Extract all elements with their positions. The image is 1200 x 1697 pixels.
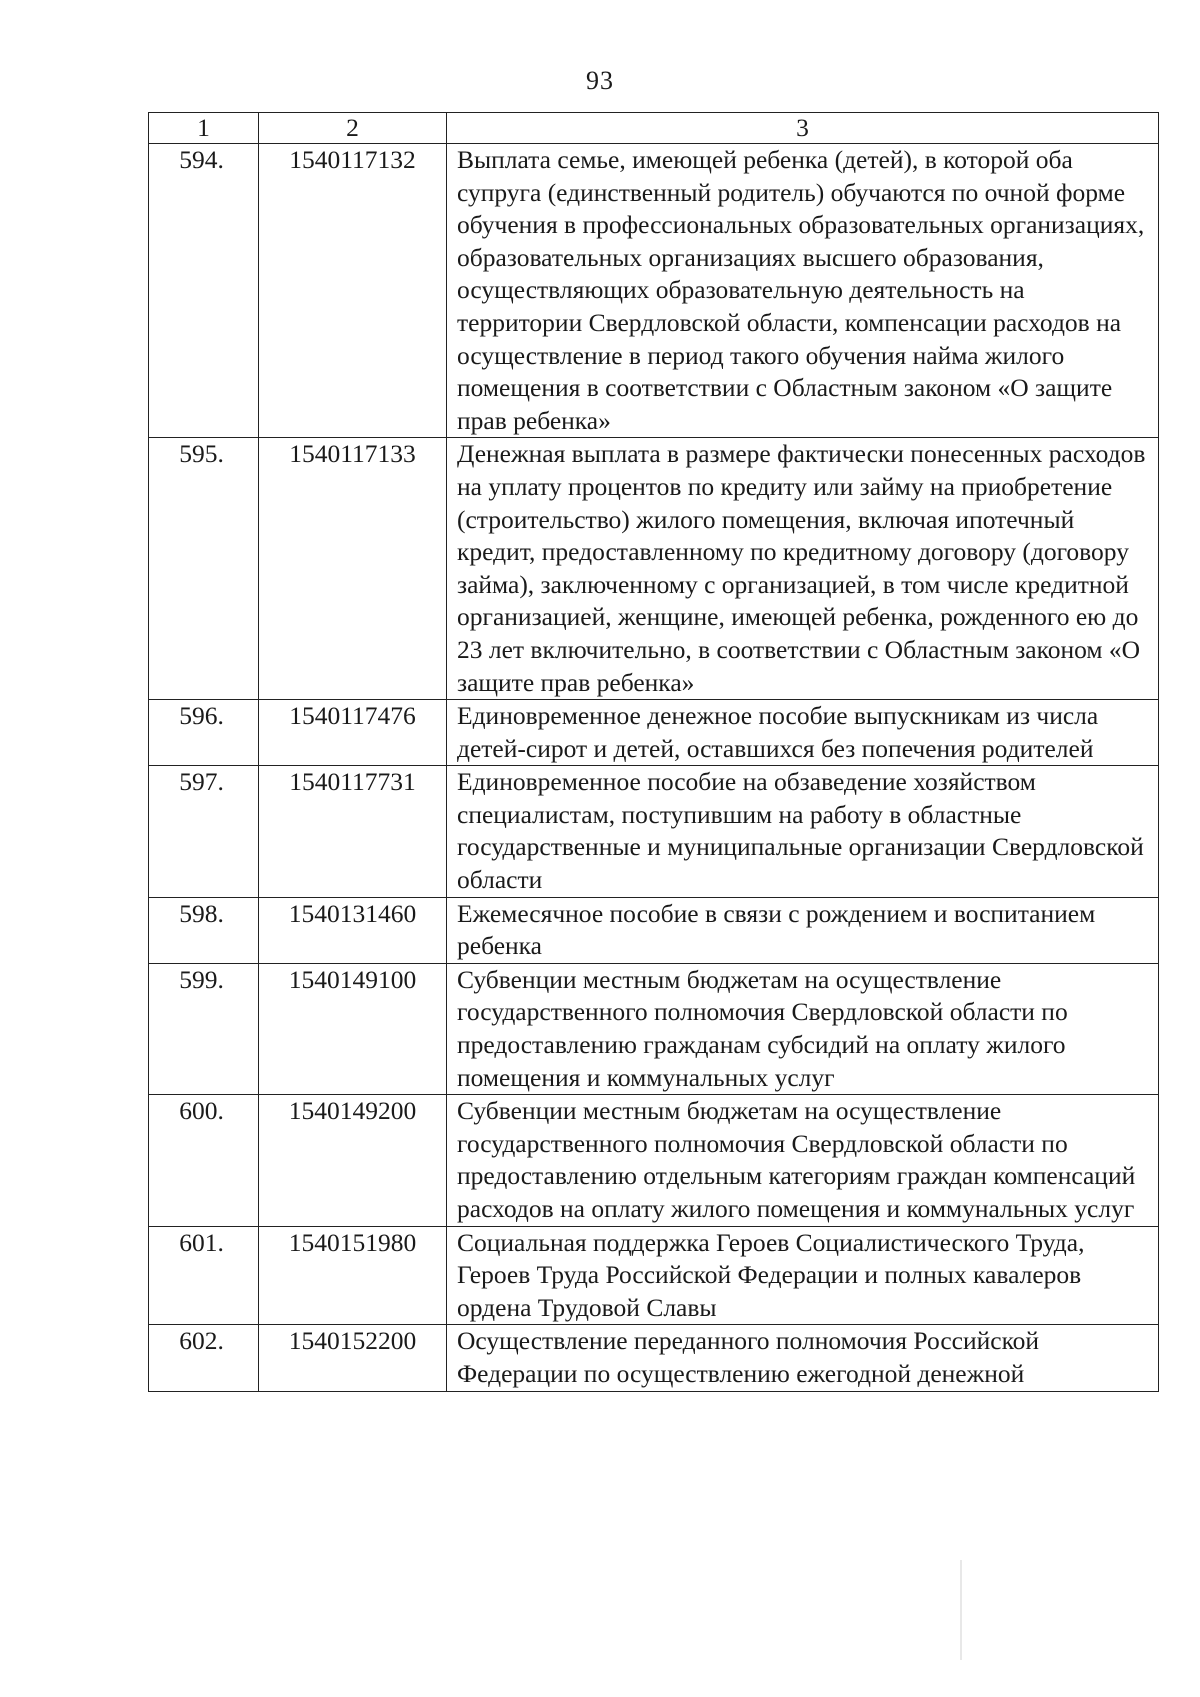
row-code: 1540117476 xyxy=(259,700,447,766)
row-code: 1540131460 xyxy=(259,897,447,963)
row-description: Ежемесячное пособие в связи с рождением и воспитанием ребенка xyxy=(447,897,1159,963)
scan-artifact-line xyxy=(960,1560,962,1660)
row-code: 1540151980 xyxy=(259,1226,447,1325)
row-description: Единовременное пособие на обзаведение хозяйством специалистам, поступившим на работу в областные государственные и муниципальные организации Свердловской области xyxy=(447,766,1159,897)
row-description: Денежная выплата в размере фактически понесенных расходов на уплату процентов по кредиту или займу на приобретение (строительство) жилого помещения, включая ипотечный кредит, предоставленному по кредитному договору (договору займа), заключенному с организацией, в том числе кредитной организацией, женщине, имеющей ребенка, рожденного ею до 23 лет включительно, в соответствии с Областным законом «О защите прав ребенка» xyxy=(447,438,1159,700)
table-row xyxy=(149,963,1159,1094)
row-code: 1540117731 xyxy=(259,766,447,897)
row-description: Единовременное денежное пособие выпускникам из числа детей-сирот и детей, оставшихся без попечения родителей xyxy=(447,700,1159,766)
column-header-description: 3 xyxy=(447,113,1159,144)
row-number: 598. xyxy=(149,897,259,963)
row-code: 1540117133 xyxy=(259,438,447,700)
row-description: Осуществление переданного полномочия Российской Федерации по осуществлению ежегодной денежной xyxy=(447,1325,1159,1391)
row-description: Субвенции местным бюджетам на осуществление государственного полномочия Свердловской области по предоставлению отдельным категориям граждан компенсаций расходов на оплату жилого помещения и коммунальных услуг xyxy=(447,1095,1159,1226)
row-code: 1540149200 xyxy=(259,1095,447,1226)
table-row xyxy=(149,897,1159,963)
table-row xyxy=(149,1095,1159,1226)
table-row xyxy=(149,144,1159,438)
row-code: 1540117132 xyxy=(259,144,447,438)
column-header-code: 2 xyxy=(259,113,447,144)
row-number: 594. xyxy=(149,144,259,438)
row-description: Субвенции местным бюджетам на осуществление государственного полномочия Свердловской области по предоставлению гражданам субсидий на оплату жилого помещения и коммунальных услуг xyxy=(447,963,1159,1094)
row-number: 602. xyxy=(149,1325,259,1391)
row-code: 1540152200 xyxy=(259,1325,447,1391)
row-number: 596. xyxy=(149,700,259,766)
table-row xyxy=(149,766,1159,897)
table-row xyxy=(149,700,1159,766)
row-description: Выплата семье, имеющей ребенка (детей), в которой оба супруга (единственный родитель) обучаются по очной форме обучения в профессиональных образовательных организациях, образовательных организациях высшего образования, осуществляющих образовательную деятельность на территории Свердловской области, компенсации расходов на осуществление в период такого обучения найма жилого помещения в соответствии с Областным законом «О защите прав ребенка» xyxy=(447,144,1159,438)
row-code: 1540149100 xyxy=(259,963,447,1094)
row-number: 600. xyxy=(149,1095,259,1226)
page-number: 93 xyxy=(586,66,614,95)
table-header-row xyxy=(149,113,1159,144)
table-row xyxy=(149,1325,1159,1391)
table-row xyxy=(149,1226,1159,1325)
row-number: 595. xyxy=(149,438,259,700)
row-description: Социальная поддержка Героев Социалистического Труда, Героев Труда Российской Федерации и полных кавалеров ордена Трудовой Славы xyxy=(447,1226,1159,1325)
row-number: 601. xyxy=(149,1226,259,1325)
budget-classification-table xyxy=(148,112,1159,1392)
table-row xyxy=(149,438,1159,700)
row-number: 599. xyxy=(149,963,259,1094)
row-number: 597. xyxy=(149,766,259,897)
column-header-number: 1 xyxy=(149,113,259,144)
